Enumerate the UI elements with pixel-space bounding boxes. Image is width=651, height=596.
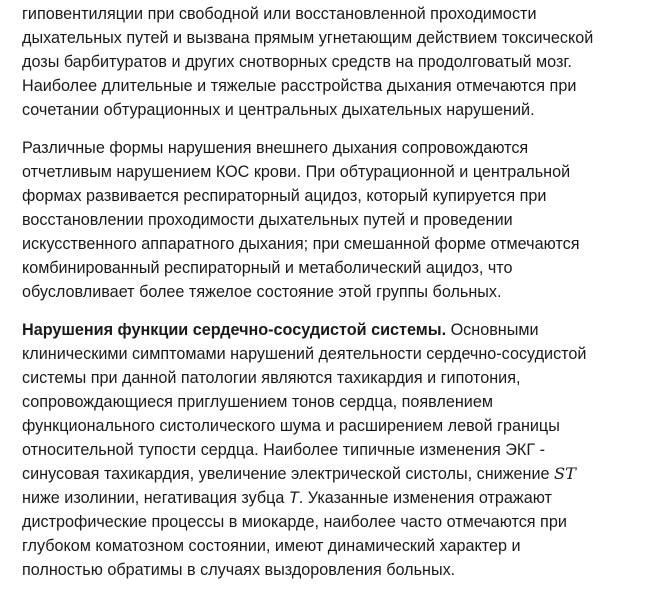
text-line: искусственного аппаратного дыхания; при смешанной форме отмечаются xyxy=(22,235,580,253)
text-line: полностью обратимы в случаях выздоровления больных. xyxy=(22,561,456,579)
text-line: системы при данной патологии являются тахикардия и гипотония, xyxy=(22,369,521,387)
italic-t-wave: T xyxy=(288,489,299,507)
paragraph-cardiovascular-disorders xyxy=(22,318,644,582)
text-line: восстановлении проходимости дыхательных путей и проведении xyxy=(22,211,513,229)
text-line: глубоком коматозном состоянии, имеют динамический характер и xyxy=(22,537,521,555)
text-run: ниже изолинии, негативация зубца xyxy=(22,489,289,507)
text-run: . Указанные изменения отражают xyxy=(298,489,552,507)
section-heading: Нарушения функции сердечно-сосудистой системы. xyxy=(22,321,447,339)
text-run: синусовая тахикардия, увеличение электрической систолы, снижение xyxy=(22,465,555,483)
text-line: Различные формы нарушения внешнего дыхания сопровождаются xyxy=(22,139,529,157)
text-run: Основными xyxy=(446,321,539,339)
text-line xyxy=(22,486,644,510)
text-line: Наиболее длительные и тяжелые расстройства дыхания отмечаются при xyxy=(22,77,577,95)
text-line xyxy=(22,318,644,342)
text-line: гиповентиляции при свободной или восстановленной проходимости xyxy=(22,5,537,23)
paragraph-respiratory-hypoventilation xyxy=(22,2,644,122)
text-line: относительной тупости сердца. Наиболее типичные изменения ЭКГ - xyxy=(22,441,546,459)
text-line: сочетании обтурационных и центральных дыхательных нарушений. xyxy=(22,101,535,119)
text-line: клиническими симптомами нарушений деятельности сердечно-сосудистой xyxy=(22,345,587,363)
document-page xyxy=(22,2,644,596)
text-line: формах развивается респираторный ацидоз, который купируется при xyxy=(22,187,547,205)
paragraph-acid-base-disorders xyxy=(22,136,644,304)
text-line: функционального систолического шума и расширением левой границы xyxy=(22,417,560,435)
text-line: дыхательных путей и вызвана прямым угнетающим действием токсической xyxy=(22,29,594,47)
text-line xyxy=(22,462,644,486)
text-line: отчетливым нарушением КОС крови. При обтурационной и центральной xyxy=(22,163,571,181)
text-line: обусловливает более тяжелое состояние этой группы больных. xyxy=(22,283,502,301)
text-line: дистрофические процессы в миокарде, наиболее часто отмечаются при xyxy=(22,513,567,531)
math-st-segment: ST xyxy=(554,464,576,483)
text-line: дозы барбитуратов и других снотворных средств на продолговатый мозг. xyxy=(22,53,572,71)
text-line: сопровождающиеся приглушением тонов сердца, появлением xyxy=(22,393,493,411)
text-line: комбинированный респираторный и метаболический ацидоз, что xyxy=(22,259,513,277)
